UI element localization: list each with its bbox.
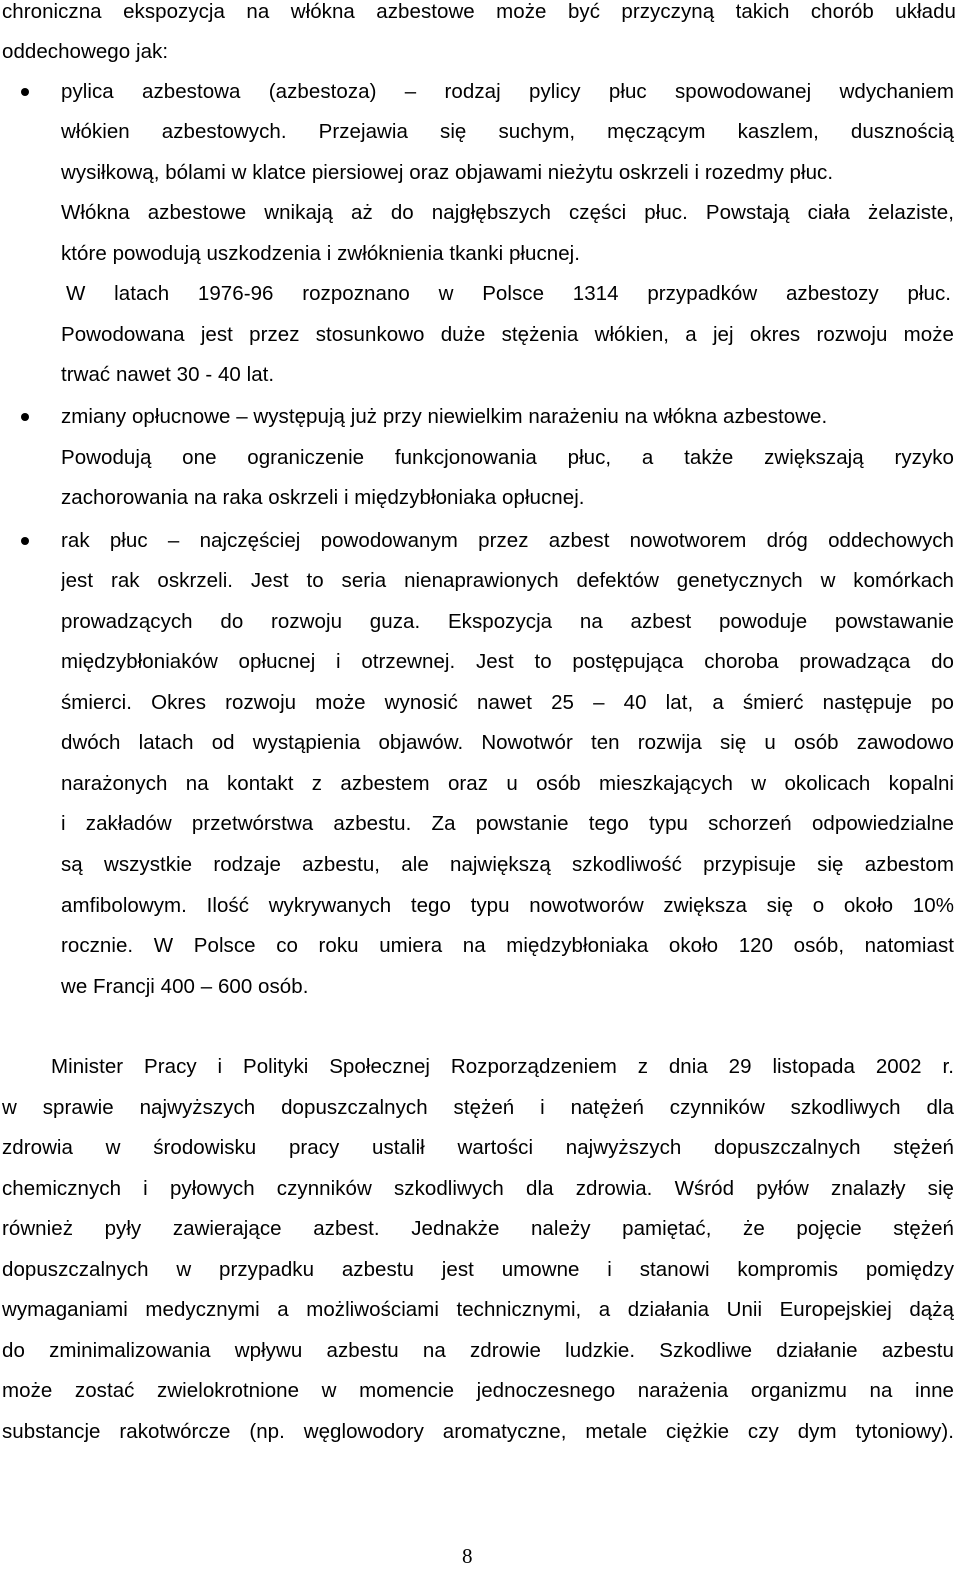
intro-line-2: oddechowego jak: [2,40,169,63]
bullet-3-line-2: jest rak oskrzeli. Jest to seria nienaprawionych defektów genetycznych w komórkach [61,569,954,592]
bullet-3-line-10: amfibolowym. Ilość wykrywanych tego typu nowotworów zwiększa się o około 10% [61,894,954,917]
bullet-3-line-11: rocznie. W Polsce co roku umiera na międzybłoniaka około 120 osób, natomiast [61,934,954,957]
bullet-3-line-6: dwóch latach od wystąpienia objawów. Nowotwór ten rozwija się u osób zawodowo [61,731,954,754]
closing-line-5: również pyły zawierające azbest. Jednakże należy pamiętać, że pojęcie stężeń [2,1217,954,1240]
bullet-1-line-8: trwać nawet 30 - 40 lat. [61,363,275,386]
bullet-3-line-12: we Francji 400 – 600 osób. [61,975,309,998]
bullet-dot-1 [21,88,29,96]
bullet-3-line-3: prowadzących do rozwoju guza. Ekspozycja na azbest powoduje powstawanie [61,610,954,633]
bullet-3-line-8: i zakładów przetwórstwa azbestu. Za powstanie tego typu schorzeń odpowiedzialne [61,812,954,835]
bullet-3-line-7: narażonych na kontakt z azbestem oraz u osób mieszkających w okolicach kopalni [61,772,954,795]
closing-line-2: w sprawie najwyższych dopuszczalnych stężeń i natężeń czynników szkodliwych dla [2,1096,954,1119]
bullet-1-line-1: pylica azbestowa (azbestoza) – rodzaj pylicy płuc spowodowanej wdychaniem [61,80,954,103]
closing-line-9: może zostać zwielokrotnione w momencie jednoczesnego narażenia organizmu na inne [2,1379,954,1402]
bullet-1-line-6: W latach 1976-96 rozpoznano w Polsce 1314 przypadków azbestozy płuc. [66,282,951,305]
bullet-3-line-5: śmierci. Okres rozwoju może wynosić nawet 25 – 40 lat, a śmierć następuje po [61,691,954,714]
bullet-1-line-4: Włókna azbestowe wnikają aż do najgłębszych części płuc. Powstają ciała żelaziste, [61,201,954,224]
bullet-3-line-9: są wszystkie rodzaje azbestu, ale największą szkodliwość przypisuje się azbestom [61,853,954,876]
closing-line-10: substancje rakotwórcze (np. węglowodory aromatyczne, metale ciężkie czy dym tytoniowy). [2,1420,954,1443]
bullet-2-line-2: Powodują one ograniczenie funkcjonowania płuc, a także zwiększają ryzyko [61,446,954,469]
closing-line-4: chemicznych i pyłowych czynników szkodliwych dla zdrowia. Wśród pyłów znalazły się [2,1177,954,1200]
bullet-3-line-4: międzybłoniaków opłucnej i otrzewnej. Jest to postępująca choroba prowadząca do [61,650,954,673]
closing-line-8: do zminimalizowania wpływu azbestu na zdrowie ludzkie. Szkodliwe działanie azbestu [2,1339,954,1362]
bullet-2-line-3: zachorowania na raka oskrzeli i międzybłoniaka opłucnej. [61,486,585,509]
closing-line-3: zdrowia w środowisku pracy ustalił wartości najwyższych dopuszczalnych stężeń [2,1136,954,1159]
page-number: 8 [462,1544,473,1568]
bullet-dot-2 [21,413,29,421]
bullet-dot-3 [21,537,29,545]
bullet-1-line-7: Powodowana jest przez stosunkowo duże stężenia włókien, a jej okres rozwoju może [61,323,954,346]
closing-line-7: wymaganiami medycznymi a możliwościami technicznymi, a działania Unii Europejskiej dążą [2,1298,954,1321]
bullet-2-line-1: zmiany opłucnowe – występują już przy niewielkim narażeniu na włókna azbestowe. [61,405,828,428]
intro-line-1: chroniczna ekspozycja na włókna azbestowe może być przyczyną takich chorób układu [2,0,956,23]
bullet-1-line-5: które powodują uszkodzenia i zwłóknienia tkanki płucnej. [61,242,581,265]
bullet-1-line-3: wysiłkową, bólami w klatce piersiowej oraz objawami nieżytu oskrzeli i rozedmy płuc. [61,161,834,184]
closing-line-6: dopuszczalnych w przypadku azbestu jest umowne i stanowi kompromis pomiędzy [2,1258,954,1281]
closing-line-1: Minister Pracy i Polityki Społecznej Rozporządzeniem z dnia 29 listopada 2002 r. [51,1055,954,1078]
bullet-3-line-1: rak płuc – najczęściej powodowanym przez azbest nowotworem dróg oddechowych [61,529,954,552]
bullet-1-line-2: włókien azbestowych. Przejawia się suchym, męczącym kaszlem, dusznością [61,120,954,143]
